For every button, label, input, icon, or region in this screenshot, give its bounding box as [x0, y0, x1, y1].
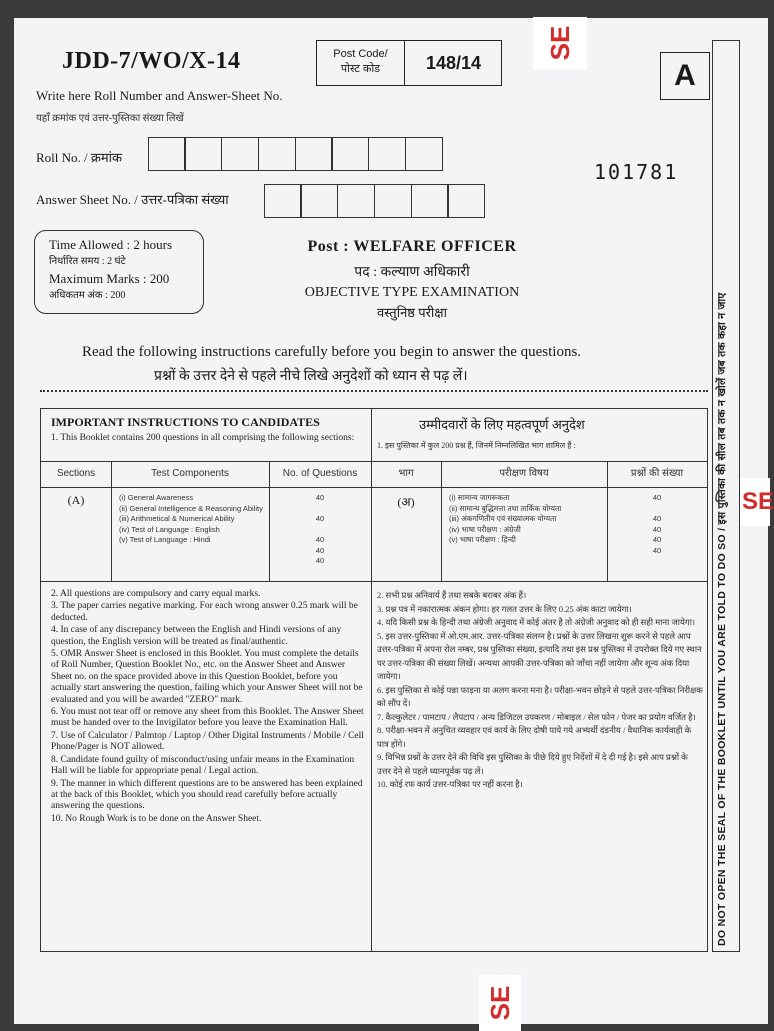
- test-components: (i) General Awareness (ii) General Intelligence & Reasoning Ability (iii) Arithmetical & Numerical Ability (iv) Test of Language : English (v) Test of Language : Hindi: [119, 493, 263, 544]
- instructions-list: [51, 589, 365, 825]
- booklet-code: JDD-7/WO/X-14: [62, 48, 241, 74]
- col-header-components-hindi: परीक्षण विषय: [499, 468, 549, 479]
- answer-sheet-digit-box[interactable]: [300, 184, 338, 218]
- post-code-box: [316, 40, 502, 86]
- instruction-item-hindi: 8. परीक्षा-भवन में अनुचित व्यवहार एवं कार्य के लिए दोषी पाये गये अभ्यर्थी दंडनीय / वैधानिक कार्यवाही के पात्र होंगे।: [377, 725, 692, 749]
- instructions-heading-hindi: उम्मीदवारों के लिए महत्वपूर्ण अनुदेश: [419, 417, 585, 432]
- test-components-hindi: (i) सामान्य जागरूकता (ii) सामान्य बुद्धिमत्ता तथा तार्किक योग्यता (iii) अंकगणितीय एवं संख्यात्मक योग्यता (iv) भाषा परीक्षण : अंग्रेजी (v) भाषा परीक्षण : हिन्दी: [449, 493, 562, 544]
- instruction-item: 6. You must not tear off or remove any sheet from this Booklet. The Answer Sheet must be handed over to the Invigilator before you leave the Examination Hall.: [51, 707, 364, 729]
- instruction-item: 2. All questions are compulsory and carry equal marks.: [51, 589, 261, 599]
- roll-digit-box[interactable]: [258, 137, 296, 171]
- col-header-questions-hindi: प्रश्नों की संख्या: [630, 468, 684, 479]
- roll-digit-box[interactable]: [184, 137, 222, 171]
- answer-sheet-boxes[interactable]: [265, 184, 485, 218]
- instruction-item-hindi: 5. इस उत्तर-पुस्तिका में ओ.एम.आर. उत्तर-पत्रिका संलग्न है। प्रश्नों के उत्तर लिखना शुरू करने से पहले आप उत्तर-पत्रिका में अपना रोल नम्बर, प्रश्न पुस्तिका संख्या, इत्यादि तथा इस प्रश्न पुस्तिका में उपरोक्त दिये गए स्थान पर उत्तर-पत्रिका की संख्या लिखें। अन्यथा आपकी उत्तर-पत्रिका को जाँचा नहीं जायेगा और शून्य अंक दिया जायेगा।: [377, 630, 702, 681]
- seal-stamp-bottom: SE: [479, 975, 521, 1031]
- booklet-serial-number: 101781: [594, 160, 679, 184]
- instructions-heading: IMPORTANT INSTRUCTIONS TO CANDIDATES: [51, 415, 320, 429]
- instruction-item-hindi: 9. विभिन्न प्रश्नों के उत्तर देने की विधि इस पुस्तिका के पीछे दिये हुए निर्देशों में दे दी गई है। इसे आप प्रश्नों के उत्तर देने से पहले ध्यानपूर्वक पढ़ लें।: [377, 752, 688, 776]
- instruction-item: 9. The manner in which different questions are to be answered has been explained at the back of this Booklet, which you should read carefully before actually answering the questions.: [51, 778, 363, 812]
- col-header-questions: No. of Questions: [282, 468, 358, 479]
- roll-digit-box[interactable]: [368, 137, 406, 171]
- exam-type: OBJECTIVE TYPE EXAMINATION: [304, 285, 520, 300]
- time-allowed-hindi: निर्धारित समय : 2 घंटे: [49, 256, 126, 267]
- instruction-item-hindi: 4. यदि किसी प्रश्न के हिन्दी तथा अंग्रेजी अनुवाद में कोई अंतर है तो अंग्रेजी अनुवाद को ही सही माना जायेगा।: [377, 617, 696, 627]
- maximum-marks: Maximum Marks : 200: [49, 271, 170, 286]
- col-header-sections-hindi: भाग: [398, 468, 414, 479]
- write-here-instruction: Write here Roll Number and Answer-Sheet No.: [36, 88, 283, 103]
- post-title: Post : WELFARE OFFICER: [307, 238, 517, 255]
- roll-number-label: Roll No. / क्रमांक: [36, 150, 123, 165]
- post-code-value: 148/14: [425, 53, 482, 73]
- answer-sheet-digit-box[interactable]: [447, 184, 485, 218]
- instruction-item: 4. In case of any discrepancy between the English and Hindi versions of any question, the English version will be treated as final/authentic.: [51, 625, 342, 647]
- time-allowed: Time Allowed : 2 hours: [49, 237, 173, 252]
- roll-digit-box[interactable]: [405, 137, 443, 171]
- roll-digit-box[interactable]: [221, 137, 259, 171]
- instruction-item: 8. Candidate found guilty of misconduct/using unfair means in the Examination Hall will be liable for appropriate penal / Legal action.: [51, 754, 355, 777]
- question-counts-hindi: 40 40 40 40 40: [652, 493, 662, 555]
- seal-stamp-top: SE: [533, 17, 587, 69]
- instructions-list-hindi: [377, 589, 703, 792]
- instruction-1: 1. This Booklet contains 200 questions in all comprising the following sections:: [51, 433, 355, 443]
- question-counts: 40 40 40 40 40: [315, 493, 325, 565]
- instruction-item-hindi: 7. कैल्कुलेटर / पामटाप / लैपटाप / अन्य डिजिटल उपकरण / मोबाइल / सेल फोन / पेजर का प्रयोग वर्जित है।: [377, 711, 696, 722]
- instruction-item: 7. Use of Calculator / Palmtop / Laptop / Other Digital Instruments / Mobile / Cell Phone/Pager is NOT allowed.: [51, 730, 364, 753]
- instruction-item-hindi: 2. सभी प्रश्न अनिवार्य हैं तथा सबके बराबर अंक हैं।: [377, 590, 527, 600]
- instruction-item-hindi: 10. कोई रफ कार्य उत्तर-पत्रिका पर नहीं करना है।: [377, 779, 523, 789]
- tear-line: [40, 390, 708, 392]
- post-code-label: Post Code/ पोस्ट कोड: [317, 41, 405, 85]
- instruction-item: 5. OMR Answer Sheet is enclosed in this Booklet. You must complete the details of Roll Number, Question Booklet No., etc. on the Answer Sheet and Answer Sheet no. on the space provided above in this Question Booklet, before you actually start answering the question, failing which your Answer Sheet will not be evaluated and you will be awarded "ZERO" mark.: [51, 649, 363, 705]
- answer-sheet-digit-box[interactable]: [337, 184, 375, 218]
- section-a: (A): [67, 493, 85, 507]
- booklet-set: A: [660, 52, 710, 100]
- seal-warning-text: DO NOT OPEN THE SEAL OF THE BOOKLET UNTIL YOU ARE TOLD TO DO SO / इस पुस्तिका की सील तब तक न खोलें जब तक कहा न जाए: [716, 292, 728, 946]
- seal-stamp-right: SE: [740, 478, 770, 526]
- seal-warning-strip: [712, 40, 740, 952]
- instruction-1-hindi: 1. इस पुस्तिका में कुल 200 प्रश्न हैं, जिनमें निम्नलिखित भाग शामिल हैं :: [377, 441, 576, 450]
- instructions-table: [40, 408, 708, 952]
- post-title-hindi: पद : कल्याण अधिकारी: [354, 265, 470, 280]
- maximum-marks-hindi: अधिकतम अंक : 200: [49, 290, 126, 301]
- col-header-components: Test Components: [151, 468, 229, 479]
- instruction-item-hindi: 3. प्रश्न पत्र में नकारात्मक अंकन होगा। हर गलत उत्तर के लिए 0.25 अंक काटा जायेगा।: [377, 603, 632, 614]
- exam-type-hindi: वस्तुनिष्ठ परीक्षा: [377, 305, 447, 320]
- write-here-instruction-hindi: यहाँ क्रमांक एवं उत्तर-पुस्तिका संख्या लिखें: [36, 113, 184, 124]
- roll-digit-box[interactable]: [331, 137, 369, 171]
- answer-sheet-label: Answer Sheet No. / उत्तर-पत्रिका संख्या: [36, 192, 229, 207]
- instruction-item-hindi: 6. इस पुस्तिका से कोई पन्ना फाड़ना या अलग करना मना है। परीक्षा-भवन छोड़ने से पहले उत्तर-पत्रिका निरीक्षक को सौंप दें।: [377, 684, 703, 708]
- instruction-item: 10. No Rough Work is to be done on the Answer Sheet.: [51, 813, 262, 824]
- answer-sheet-digit-box[interactable]: [264, 184, 302, 218]
- read-instructions: Read the following instructions carefully before you begin to answer the questions.: [82, 344, 582, 360]
- instruction-item: 3. The paper carries negative marking. For each wrong answer 0.25 mark will be deducted.: [51, 601, 358, 623]
- col-header-sections: Sections: [56, 468, 96, 479]
- roll-number-boxes[interactable]: [149, 137, 443, 171]
- time-and-marks-box: [34, 230, 204, 314]
- section-a-hindi: (अ): [397, 495, 415, 509]
- answer-sheet-digit-box[interactable]: [374, 184, 412, 218]
- read-instructions-hindi: प्रश्नों के उत्तर देने से पहले नीचे लिखे अनुदेशों को ध्यान से पढ़ लें।: [154, 369, 468, 384]
- roll-digit-box[interactable]: [295, 137, 333, 171]
- roll-digit-box[interactable]: [148, 137, 186, 171]
- answer-sheet-digit-box[interactable]: [411, 184, 449, 218]
